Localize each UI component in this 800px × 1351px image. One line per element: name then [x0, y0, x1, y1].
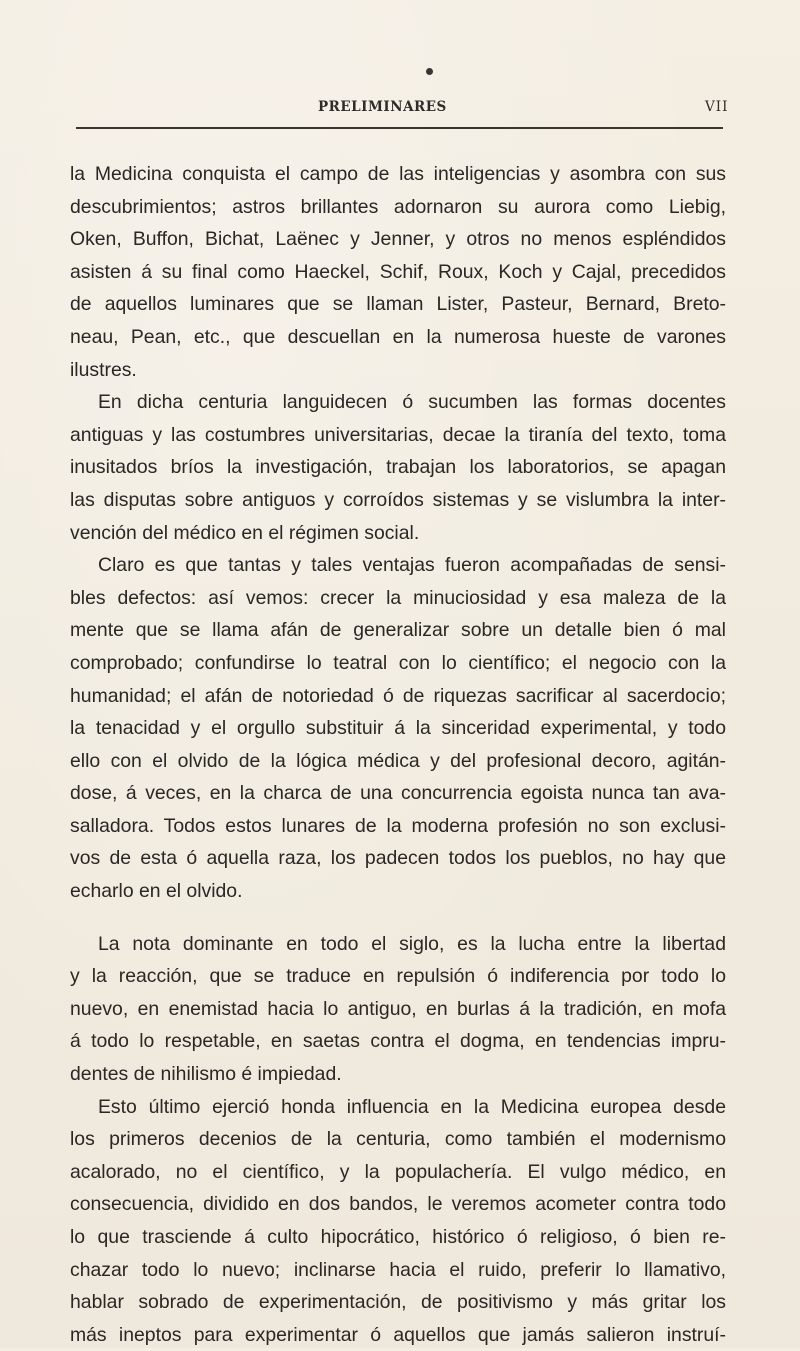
text-line: de aquellos luminares que se llaman Lister, Pasteur, Bernard, Breto- — [70, 293, 726, 316]
paragraph — [70, 549, 726, 908]
paragraph — [70, 1091, 726, 1351]
text-line: la Medicina conquista el campo de las inteligencias y asombra con sus — [70, 163, 726, 185]
text-line: En dicha centuria languidecen ó sucumben las formas docentes — [98, 391, 726, 414]
body-text — [70, 158, 726, 1351]
text-line: acalorado, no el científico, y la populachería. El vulgo médico, en — [70, 1160, 726, 1183]
text-line: nuevo, en enemistad hacia lo antiguo, en burlas á la tradición, en mofa — [70, 997, 726, 1020]
text-line: salladora. Todos estos lunares de la moderna profesión no son exclusi- — [70, 814, 726, 837]
header-rule — [76, 127, 723, 129]
text-line: y la reacción, que se traduce en repulsión ó indiferencia por todo lo — [70, 965, 726, 988]
text-line: los primeros decenios de la centuria, como también el modernismo — [70, 1128, 726, 1151]
paragraph — [70, 386, 726, 549]
text-line: descubrimientos; astros brillantes adornaron su aurora como Liebig, — [70, 195, 726, 218]
text-line: La nota dominante en todo el siglo, es la lucha entre la libertad — [98, 932, 726, 955]
paragraph — [70, 158, 726, 386]
paragraph — [70, 928, 726, 1091]
ink-dot — [426, 68, 433, 75]
text-line: á todo lo respetable, en saetas contra el dogma, en tendencias impru- — [70, 1030, 726, 1053]
text-line: neau, Pean, etc., que descuellan en la numerosa hueste de varones — [70, 325, 726, 348]
text-line: asisten á su final como Haeckel, Schif, Roux, Koch y Cajal, precedidos — [70, 260, 726, 283]
text-line: las disputas sobre antiguos y corroídos sistemas y se vislumbra la inter- — [70, 488, 726, 511]
text-line: humanidad; el afán de notoriedad ó de riquezas sacrificar al sacerdocio; — [70, 684, 726, 707]
text-line: antiguas y las costumbres universitarias, decae la tiranía del texto, toma — [70, 423, 726, 446]
text-line: Oken, Buffon, Bichat, Laënec y Jenner, y otros no menos espléndidos — [70, 228, 726, 251]
text-line: chazar todo lo nuevo; inclinarse hacia el ruido, preferir lo llamativo, — [70, 1258, 726, 1281]
text-line: más ineptos para experimentar ó aquellos que jamás salieron instruí- — [70, 1323, 726, 1346]
text-line: Claro es que tantas y tales ventajas fueron acompañadas de sensi- — [98, 554, 726, 577]
text-line: hablar sobrado de experimentación, de positivismo y más gritar los — [70, 1291, 726, 1314]
text-line: echarlo en el olvido. — [70, 880, 243, 903]
text-line: inusitados bríos la investigación, trabajan los laboratorios, se apagan — [70, 456, 726, 479]
running-head — [0, 99, 800, 123]
text-line: ilustres. — [70, 358, 137, 381]
text-line: la tenacidad y el orgullo substituir á la sinceridad experimental, y todo — [70, 717, 726, 740]
text-line: lo que trasciende á culto hipocrático, histórico ó religioso, ó bien re- — [70, 1226, 726, 1248]
text-line: consecuencia, dividido en dos bandos, le veremos acometer contra todo — [70, 1193, 726, 1216]
text-line: vención del médico en el régimen social. — [70, 521, 420, 544]
text-line: vos de esta ó aquella raza, los padecen todos los pueblos, no hay que — [70, 847, 726, 870]
text-line: Esto último ejerció honda influencia en la Medicina europea desde — [98, 1095, 726, 1118]
text-line: comprobado; confundirse lo teatral con lo científico; el negocio con la — [70, 651, 726, 674]
text-line: dentes de nihilismo é impiedad. — [70, 1063, 342, 1086]
text-line: dose, á veces, en la charca de una concurrencia egoista nunca tan ava- — [70, 782, 726, 805]
page-number: VII — [705, 99, 729, 115]
text-line: ello con el olvido de la lógica médica y del profesional decoro, agitán- — [70, 749, 726, 772]
running-title: PRELIMINARES — [318, 99, 447, 115]
text-line: bles defectos: así vemos: crecer la minuciosidad y esa maleza de la — [70, 586, 726, 609]
section-gap — [70, 908, 726, 928]
text-line: mente que se llama afán de generalizar sobre un detalle bien ó mal — [70, 619, 726, 642]
